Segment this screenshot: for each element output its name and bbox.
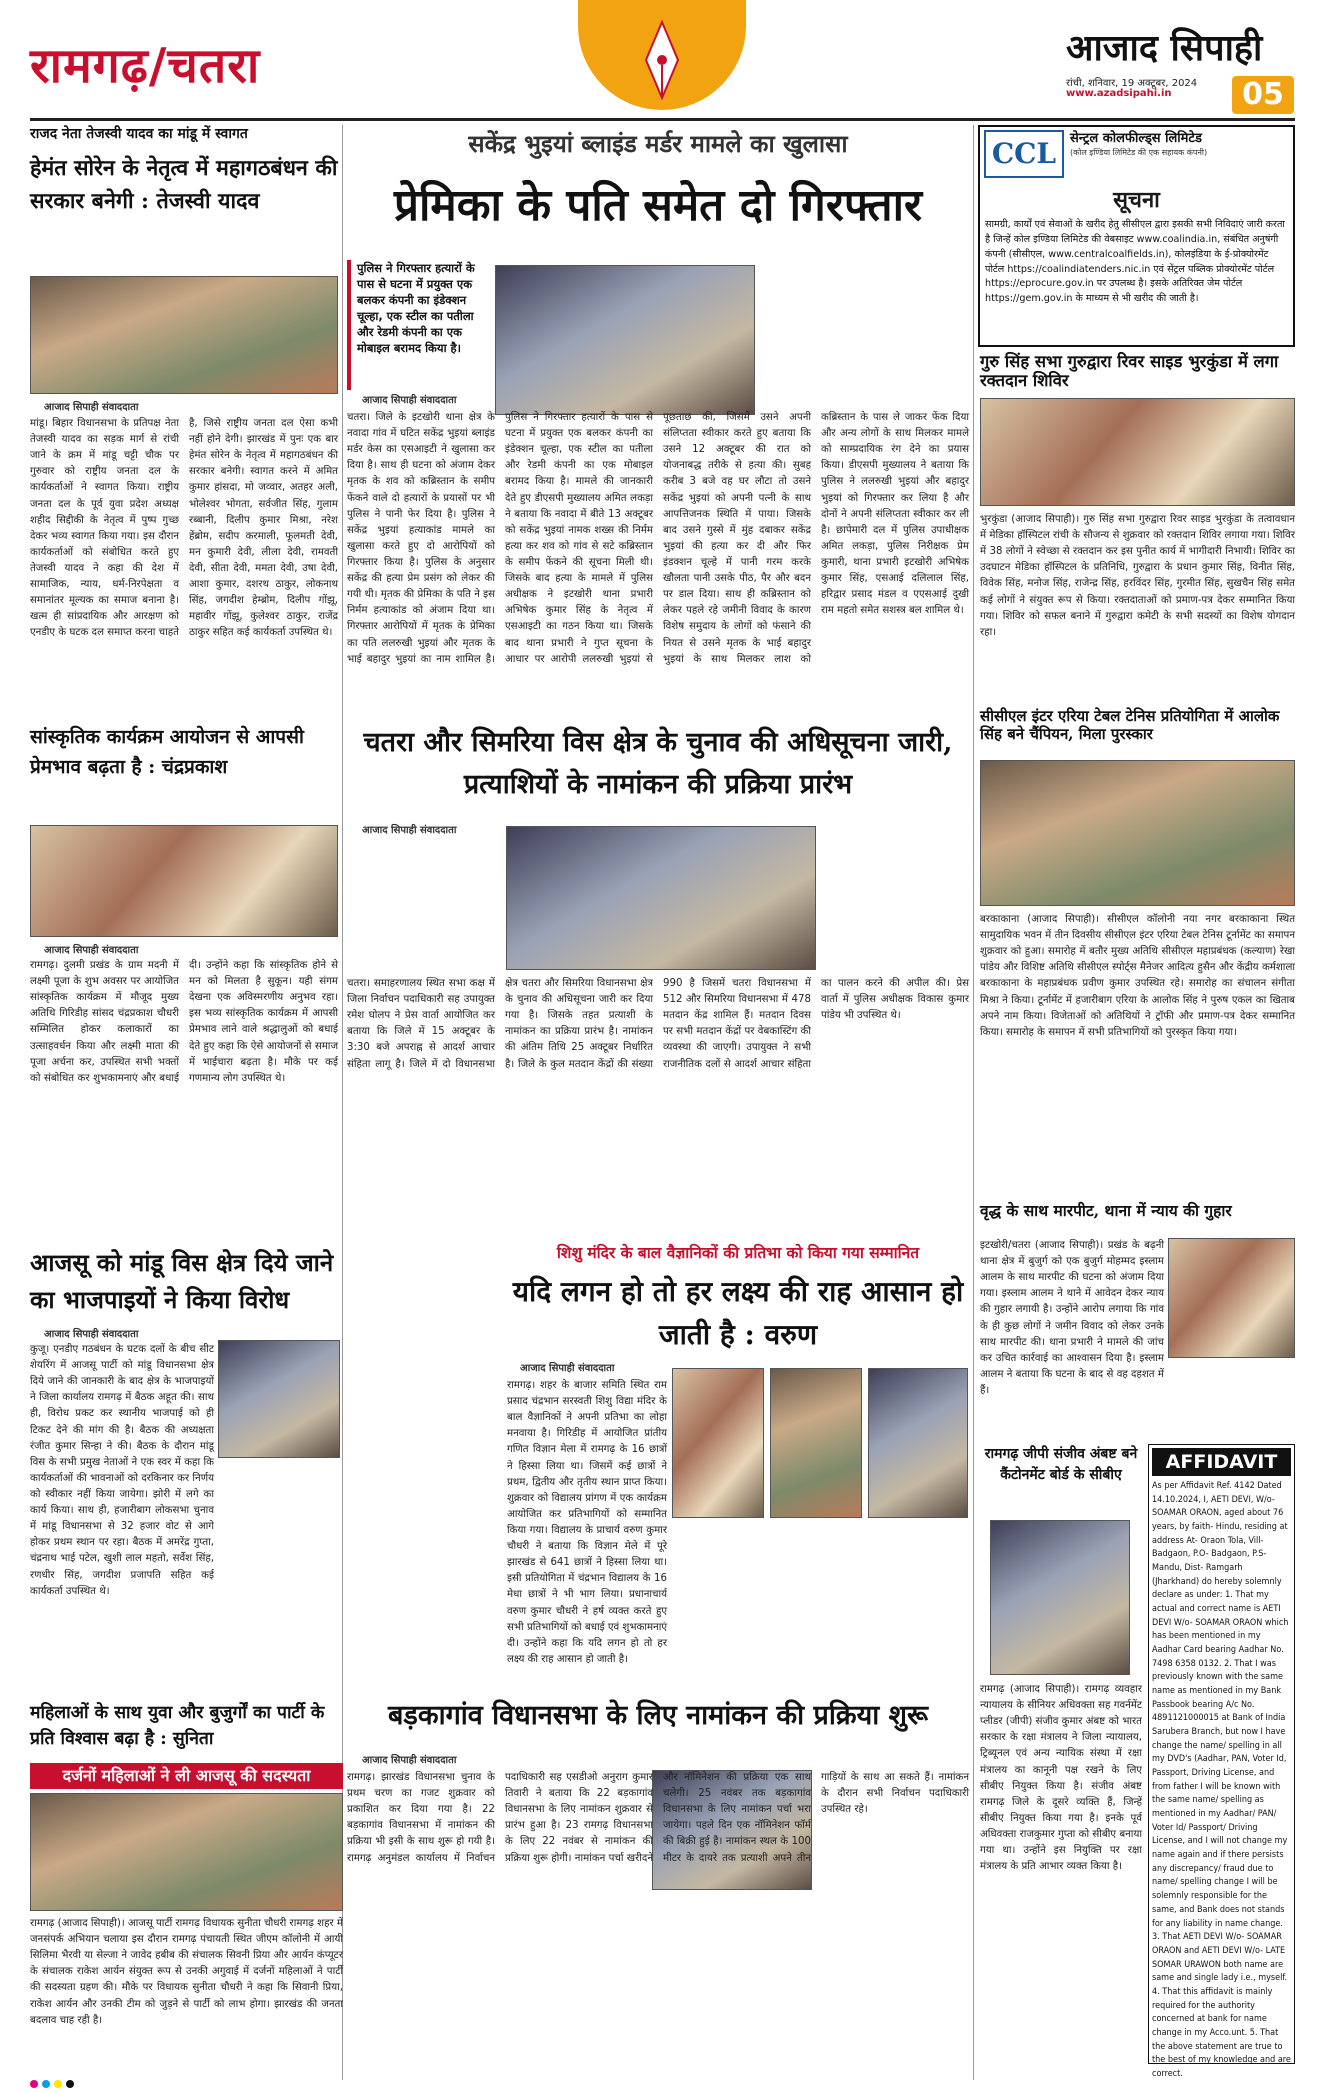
- story4-byline: आजाद सिपाही संवाददाता: [44, 945, 139, 956]
- story4-headline[interactable]: सांस्कृतिक कार्यक्रम आयोजन से आपसी प्रेमभाव बढ़ता है : चंद्रप्रकाश: [30, 726, 304, 779]
- story5-body: चतरा। समाहरणालय स्थित सभा कक्ष में जिला निर्वाचन पदाधिकारी सह उपायुक्त रमेश घोलप ने प्रेस वार्ता आयोजित कर बताया कि जिले में 15 अक्टूबर के 3:30 बजे अपराह्न से आदर्श आचार संहिता लागू है। जिले में दो विधानसभा क्षेत्र चतरा और सिमरिया विधानसभा क्षेत्र के चुनाव की अधिसूचना जारी कर दिया गया है। जिसके तहत प्रत्याशी के नामांकन का प्रक्रिया प्रारंभ है। नामांकन की अंतिम तिथि 25 अक्टूबर निर्धारित है। जिले के कुल मतदान केंद्रों की संख्या 990 है जिसमें चतरा विधानसभा में 512 और सिमरिया विधानसभा में 478 मतदान केंद्र शामिल हैं। मतदान दिवस पर सभी मतदान केंद्रों पर वेबकास्टिंग की व्यवस्था की जाएगी। उपायुक्त ने सभी राजनीतिक दलों से आदर्श आचार संहिता का पालन करने की अपील की। प्रेस वार्ता में पुलिस अधीक्षक विकास कुमार पांडेय भी उपस्थित थे।: [347, 978, 969, 1070]
- story11-body: रामगढ़ (आजाद सिपाही)। आजसू पार्टी रामगढ़ विधायक सुनीता चौधरी रामगढ़ शहर में जनसंपर्क अभियान चलाया इस दौरान रामगढ़ पंचायती स्थित जीएम कॉलोनी में आयी सिलिमा भैरवी या सेल्जा ने जावेद हबीब की संचालक सिवनी प्रिया और आर्यन कंप्यूटर के संचालक राकेश आर्यन संयुक्त रूप से उनकी अगुवाई में दर्जनों महिलाओं ने पार्टी की सदस्यता ग्रहण की। मौके पर विधायक सुनीता चौधरी ने कहा कि सिवानी प्रिया, राकेश आर्यन और उनकी टीम को जुड़ने से पार्टी को लाभ होगा। झारखंड की जनता बदलाव चाह रही है।: [30, 1918, 343, 2026]
- story8-headline[interactable]: सीसीएल इंटर एरिया टेबल टेनिस प्रतियोगिता में आलोक सिंह बने चैंपियन, मिला पुरस्कार: [980, 707, 1280, 743]
- story5-photo: [506, 826, 816, 970]
- story11-photo: [30, 1793, 343, 1911]
- story11-headline[interactable]: महिलाओं के साथ युवा और बुजुर्गों का पार्टी के प्रति विश्वास बढ़ा है : सुनिता: [30, 1703, 325, 1750]
- story9-body: इटखोरी/चतरा (आजाद सिपाही)। प्रखंड के बढ़नी थाना क्षेत्र में बुजुर्ग को एक बुजुर्ग मोहम्मद इस्लाम आलम के साथ मारपीट की घटना को अंजाम दिया गया। इस्लाम आलम ने थाने में आवेदन देकर न्याय की गुहार लगायी है। उन्होंने आरोप लगाया कि गांव के ही कुछ लोगों ने जमीन विवाद को लेकर उनके साथ मारपीट की। थाना प्रभारी ने मामले की जांच कर उचित कार्रवाई का आश्वासन दिया है। इस्लाम आलम ने बताया कि घटना के बाद से वह दहशत में हैं।: [980, 1240, 1164, 1396]
- story5-headline[interactable]: चतरा और सिमरिया विस क्षेत्र के चुनाव की अधिसूचना जारी, प्रत्याशियों के नामांकन की प्रक्रिया प्रारंभ: [363, 727, 953, 800]
- story7-byline: आजाद सिपाही संवाददाता: [520, 1363, 615, 1374]
- story2-photo: [495, 265, 755, 415]
- story6-body: कुजू। एनडीए गठबंधन के घटक दलों के बीच सीट शेयरिंग में आजसू पार्टी को मांडू विधानसभा क्षेत्र दिये जाने की जानकारी के बाद क्षेत्र के भाजपाइयों ने जिला कार्यालय रामगढ़ में बैठक अहूत की। साथ ही, विरोध प्रकट कर स्थानीय भाजपाई को ही टिकट देने की मांग की है। बैठक की अध्यक्षता रंजीत कुमार सिन्हा ने की। बैठक के दौरान मांडू विस के सभी प्रमुख नेताओं ने एक स्वर में कहा कि कार्यकर्ताओं की भावनाओं को दरकिनार कर निर्णय को स्वीकार नहीं किया जायेगा। झोरी में लगे का कार्य किया। साथ ही, हजारीबाग लोकसभा चुनाव में मांडू विधानसभा से 32 हजार वोट से आगे होकर प्रथम स्थान पर रहा। बैठक में अमरेंद्र गुप्ता, चंद्रनाथ भाई पटेल, खुशी लाल महतो, सर्वेश सिंह, रणधीर सिंह, जगदीश प्रजापति सहित कई कार्यकर्ता उपस्थित थे।: [30, 1344, 214, 1597]
- masthead-divider: [30, 118, 1295, 121]
- story6-headline[interactable]: आजसू को मांडू विस क्षेत्र दिये जाने का भाजपाइयों ने किया विरोध: [30, 1248, 334, 1315]
- story1-headline[interactable]: हेमंत सोरेन के नेतृत्व में महागठबंधन की सरकार बनेगी : तेजस्वी यादव: [30, 156, 338, 215]
- pen-nib-icon: [640, 20, 684, 100]
- affidavit-body: As per Affidavit Ref. 4142 Dated 14.10.2024, I, AETI DEVI, W/o- SOAMAR ORAON, aged about 76 years, by faith- Hindu, residing at address At- Oraon Tola, Vill- Badgaon, P.O- Badgaon, P.S- Mandu, Dist- Ramgarh (Jharkhand) do hereby solemnly declare as under: 1. That my actual and correct name is AETI DEVI W/o- SOAMAR ORAON which has been mentioned in my Aadhar Card bearing Aadhar No. 7498 6358 0132. 2. That I was previously known with the same name as mentioned in my Bank Passbook bearing A/c No. 4891121000015 at Bank of India Sarubera Branch, but now I have change the name/ spelling in all my DVD's (Aadhar, PAN, Voter Id, Passport, Driving License, and from father I will be known with the same name/ spelling as mentioned in my Aadhar/ PAN/ Voter Id/ Passport/ Driving License, and I will not change my name again and if there persists any discrepancy/ fraud due to name/ spelling change I will be solemnly responsible for the same, and Bank does not stands for any liability in name change. 3. That AETI DEVI W/o- SOAMAR ORAON and AETI DEVI W/o- LATE SOMAR URAWON both name are same and single lady i.e., myself. 4. That this affidavit is mainly required for the authority concerned at bank for name change in my Acco.unt. 5. That the above statement are true to the best of my knowledge and are correct.: [1152, 1481, 1291, 2079]
- section-title: रामगढ़/चतरा: [30, 38, 261, 94]
- story2-byline: आजाद सिपाही संवाददाता: [362, 395, 457, 406]
- story7-headline[interactable]: यदि लगन हो तो हर लक्ष्य की राह आसान हो जाती है : वरुण: [512, 1275, 964, 1352]
- ccl-logo: CCL: [984, 130, 1064, 178]
- story1-byline: आजाद सिपाही संवाददाता: [44, 402, 139, 413]
- story5-byline: आजाद सिपाही संवाददाता: [362, 825, 457, 836]
- story3-body: भुरकुंडा (आजाद सिपाही)। गुरु सिंह सभा गुरुद्वारा रिवर साइड भुरकुंडा के तत्वावधान में मेडिका हॉस्पिटल रांची के सौजन्य से शुक्रवार को रक्तदान शिविर लगाया गया। शिविर में 38 लोगों ने स्वेच्छा से रक्तदान कर इस पुनीत कार्य में भागीदारी निभायी। शिविर का उदघाटन मेडिका हॉस्पिटल के प्रतिनिधि, गुरुद्वारा के प्रधान कुमार सिंह, विनीत सिंह, विवेक सिंह, मनोज सिंह, राजेन्द्र सिंह, हरविंदर सिंह, गुरमीत सिंह, सुखचैन सिंह समेत कई लोगों ने संयुक्त रूप से किया। रक्तदाताओं को प्रमाण-पत्र देकर सम्मानित किया गया। शिविर को सफल बनाने में गुरुद्वारा कमेटी के सभी सदस्यों का विशेष योगदान रहा।: [980, 514, 1295, 638]
- story7-photo-student3: [868, 1368, 968, 1518]
- story12-byline: आजाद सिपाही संवाददाता: [362, 1755, 457, 1766]
- printer-registration-marks: [30, 2073, 1295, 2081]
- story10-photo: [990, 1520, 1130, 1675]
- story1-kicker: राजद नेता तेजस्वी यादव का मांडू में स्वागत: [30, 126, 248, 142]
- ccl-tagline: (कोल इण्डिया लिमिटेड की एक सहायक कंपनी): [1070, 148, 1208, 157]
- story7-kicker: शिशु मंदिर के बाल वैज्ञानिकों की प्रतिभा को किया गया सम्मानित: [556, 1243, 920, 1262]
- story1-photo: [30, 276, 338, 394]
- story10-body: रामगढ़ (आजाद सिपाही)। रामगढ़ व्यवहार न्यायालय के सीनियर अधिवक्ता सह गवर्नमेंट प्लीडर (जीपी) संजीव कुमार अंबष्ट को भारत सरकार के रक्षा मंत्रालय ने जिला न्यायालय, ट्रिब्यूनल एवं अन्य न्यायिक संस्था में रक्षा मंत्रालय का कानूनी पक्ष रखने के लिए सीबीए नियुक्त किया है। संजीव अंबष्ट रामगढ़ जिले के दूसरे व्यक्ति हैं, जिन्हें सीबीए नियुक्त किया गया है। इनके पूर्व अधिवक्ता राजकुमार गुप्ता को सीबीए बनाया गया था। उन्होंने इस नियुक्ति पर रक्षा मंत्रालय के प्रति आभार व्यक्त किया है।: [980, 1684, 1142, 1873]
- column-divider: [973, 125, 974, 2080]
- ccl-notice-heading: सूचना: [1113, 187, 1160, 213]
- dateline: रांची, शनिवार, 19 अक्टूबर, 2024: [1066, 78, 1198, 89]
- story3-photo: [980, 398, 1295, 506]
- story1-body: मांडू। बिहार विधानसभा के प्रतिपक्ष नेता तेजस्वी यादव का सड़क मार्ग से रांची जाने के क्रम में मांडू चट्टी चौक पर गुरुवार को राष्ट्रीय जनता दल के कार्यकर्ताओं ने स्वागत किया। राष्ट्रीय जनता दल के पूर्व युवा प्रदेश अध्यक्ष शहीद सिद्दीकी के नेतृत्व में पुष्प गुच्छ देकर भव्य स्वागत किया गया। इस दौरान कार्यकर्ताओं को संबोधित करते हुए तेजस्वी यादव ने कहा की देश में सामाजिक, न्याय, धर्म-निरपेक्षता व समानांतर मूल्यक का समाज बनाना है। खत्म ही सांप्रदायिक और आरक्षण को एनडीए के घटक दल समाप्त करना चाहते है, जिसे राष्ट्रीय जनता दल ऐसा कभी नहीं होने देगी। झारखंड में पुनः एक बार हेमंत सोरेन के नेतृत्व में महागठबंधन की सरकार बनेगी। स्वागत करने में अमित कुमार हांसदा, मो जव्वार, अतहर अली, भोलेश्वर भोगता, सर्वजीत सिंह, गुलाम रब्बानी, दिलीप कुमार मिश्रा, नरेश हेंब्रोम, सदीप करमाली, फूलमती देवी, मन कुमारी देवी, लीला देवी, रामवती देवी, सीता देवी, ममता देवी, उषा देवी, आशा कुमार, दशरथ ठाकुर, लोकनाथ सिंह, जगदीश हेम्ब्रोम, दिलीप गोंझू, महावीर गोंझू, कुलेश्वर ठाकुर, राजेंद्र ठाकुर सहित कई कार्यकर्ता उपस्थित थे।: [30, 418, 338, 639]
- page-number: 05: [1232, 76, 1294, 114]
- ccl-notice-body: सामग्री, कार्यों एवं सेवाओं के खरीद हेतु सीसीएल द्वारा इसकी सभी निविदाएं जारी करता है जिन्हें कोल इण्डिया लिमिटेड की वेबसाइट www.coalindia.in, संबंधित अनुषंगी कंपनी (सीसीएल, www.centralcoalfields.in), कोलइंडिया के ई-प्रोक्योरमेंट पोर्टल https://coalindiatenders.nic.in एवं सेंट्रल पब्लिक प्रोक्योरमेंट पोर्टल https://eprocure.gov.in पर उपलब्ध है। इसके अतिरिक्त जेम पोर्टल https://gem.gov.in के माध्यम से भी खरीद की जाती है।: [985, 219, 1285, 305]
- story7-photo-student1: [672, 1368, 764, 1518]
- story8-body: बरकाकाना (आजाद सिपाही)। सीसीएल कॉलोनी नया नगर बरकाकाना स्थित सामुदायिक भवन में तीन दिवसीय सीसीएल इंटर एरिया टेबल टेनिस टूर्नामेंट का समापन शुक्रवार को हुआ। समारोह में बतौर मुख्य अतिथि सीसीएल महाप्रबंधक (कल्याण) रेखा पांडेय और विशिष्ट अतिथि सीसीएल स्पोर्ट्स मैनेजर आदित्य हुसैन और केंद्रीय कर्मशाला बरकाकाना के महाप्रबंधक प्रवीण कुमार उपस्थित रहे। समारोह का संचालन संगीता मिश्रा ने किया। टूर्नामेंट में हजारीबाग एरिया के आलोक सिंह ने पुरुष एकल का खिताब अपने नाम किया। विजेताओं को अतिथियों ने ट्रॉफी और प्रमाण-पत्र देकर सम्मानित किया। समारोह के समापन में सभी प्रतिभागियों को पुरस्कृत किया गया।: [980, 914, 1295, 1038]
- story7-photo-student2: [770, 1368, 862, 1518]
- website-link[interactable]: www.azadsipahi.in: [1066, 88, 1172, 99]
- ccl-org-name: सेन्ट्रल कोलफील्ड्स लिमिटेड: [1070, 131, 1202, 146]
- story12-body: रामगढ़। झारखंड विधानसभा चुनाव के प्रथम चरण का गजट शुक्रवार को प्रकाशित कर दिया गया है। 22 बड़कागांव विधानसभा में नामांकन की प्रक्रिया भी इसी के साथ शुरू हो गयी है। रामगढ़ अनुमंडल कार्यालय में निर्वाचन पदाधिकारी सह एसडीओ अनुराग कुमार तिवारी ने बताया कि 22 बड़कागांव विधानसभा के लिए नामांकन शुक्रवार से प्रारंभ हुआ है। 23 रामगढ़ विधानसभा के लिए 22 नवंबर से नामांकन की प्रक्रिया शुरू होगी। नामांकन पर्चा खरीदने और नॉमिनेशन की प्रक्रिया एक साथ चलेगी। 25 नवंबर तक बड़कागांव विधानसभा के लिए नामांकन पर्चा भरा जायेगा। पहले दिन एक नॉमिनेशन फॉर्म की बिक्री हुई है। नामांकन स्थल के 100 मीटर के दायरे तक प्रत्याशी अपने तीन गाड़ियों के साथ आ सकते हैं। नामांकन के दौरान सभी निर्वाचन पदाधिकारी उपस्थित रहे।: [347, 1772, 969, 1864]
- brand-name: आजाद सिपाही: [1066, 27, 1263, 69]
- story2-headline[interactable]: प्रेमिका के पति समेत दो गिरफ्तार: [393, 180, 923, 231]
- story10-headline[interactable]: रामगढ़ जीपी संजीव अंबष्ट बने कैंटोनमेंट बोर्ड के सीबीए: [984, 1446, 1138, 1483]
- story8-photo: [980, 760, 1295, 906]
- story2-kicker: सकेंद्र भुइयां ब्लाइंड मर्डर मामले का खुलासा: [468, 129, 848, 158]
- story11-banner: दर्जनों महिलाओं ने ली आजसू की सदस्यता: [30, 1763, 343, 1789]
- story2-pull-quote: पुलिस ने गिरफ्तार हत्यारों के पास से घटना में प्रयुक्त एक बलकर कंपनी का इंडेक्शन चूल्हा, एक स्टील का पतीला और रेडमी कंपनी का एक मोबाइल बरामद किया है।: [347, 260, 487, 390]
- story12-headline[interactable]: बड़कागांव विधानसभा के लिए नामांकन की प्रक्रिया शुरू: [387, 1700, 929, 1731]
- story7-body: रामगढ़। शहर के बाजार समिति स्थित राम प्रसाद चंद्रभान सरस्वती शिशु विद्या मंदिर के बाल वैज्ञानिकों ने अपनी प्रतिभा का लोहा मनवाया है। गिरिडीह में आयोजित प्रांतीय गणित विज्ञान मेला में रामगढ़ के 16 छात्रों ने हिस्सा लिया था। जिसमें कई छात्रों ने प्रथम, द्वितीय और तृतीय स्थान प्राप्त किया। शुक्रवार को विद्यालय प्रांगण में एक कार्यक्रम आयोजित कर प्रतिभागियों को सम्मानित किया गया। विद्यालय के प्राचार्य वरुण कुमार चौधरी ने बताया कि विज्ञान मेले में पूरे झारखंड से 641 छात्रों ने हिस्सा लिया था। इसी प्रतियोगिता में चंद्रभान विद्यालय के 16 मेधा छात्रों ने भी भाग लिया। प्रधानाचार्य वरुण कुमार चौधरी ने हर्ष व्यक्त करते हुए सभी प्रतिभागियों को बधाई एवं शुभकामनाएं दी। उन्होंने कहा कि यदि लगन हो तो हर लक्ष्य की राह आसान हो जाती है।: [507, 1380, 667, 1665]
- story3-headline[interactable]: गुरु सिंह सभा गुरुद्वारा रिवर साइड भुरकुंडा में लगा रक्तदान शिविर: [980, 352, 1279, 391]
- story6-photo: [218, 1340, 340, 1458]
- story4-body: रामगढ़। दुलमी प्रखंड के ग्राम मदनी में लक्ष्मी पूजा के शुभ अवसर पर आयोजित सांस्कृतिक कार्यक्रम में मौजूद मुख्य अतिथि गिरिडीह सांसद चंद्रप्रकाश चौधरी सम्मिलित होकर कलाकारों का उत्साहवर्धन किया और लक्ष्मी माता की पूजा अर्चना कर, उपस्थित सभी भक्तों को संबोधित कर शुभकामनाएं और बधाई दी। उन्होंने कहा कि सांस्कृतिक होने से मन को मिलता है सुकून। यही संगम देखना एक अविस्मरणीय अनुभव रहा। इस भव्य सांस्कृतिक कार्यक्रम में आपसी प्रेमभाव लाने वाले श्रद्धालुओं को बधाई देते हुए कहा कि ऐसे आयोजनों से समाज में भाईचारा बढ़ता है। मौके पर कई गणमान्य लोग उपस्थित थे।: [30, 960, 338, 1084]
- story4-photo: [30, 825, 338, 937]
- story2-body: चतरा। जिले के इटखोरी थाना क्षेत्र के नवादा गांव में घटित सकेंद्र भुइयां ब्लाइंड मर्डर केस का एसआइटी ने खुलासा कर दिया है। साथ ही घटना को अंजाम देकर मृतक के शव को कब्रिस्तान के समीप फेंकने वाले दो हत्यारों के प्रयासों पर भी पुलिस ने पानी फेर दिया है। पुलिस ने सकेंद्र भुइयां हत्याकांड मामले का खुलासा करते हुए दो आरोपियों को गिरफ्तार किया है। पुलिस के अनुसार सकेंद्र की हत्या प्रेम प्रसंग को लेकर की गयी थी। मृतक की प्रेमिका के पति ने इस निर्मम हत्याकांड को अंजाम दिया था। गिरफ्तार आरोपियों में मृतक के प्रेमिका का पति ललरुखी भुइयां और मृतक के भाई बहादुर भुइयां का नाम शामिल है। पुलिस ने गिरफ्तार हत्यारों के पास से घटना में प्रयुक्त एक बलकर कंपनी का इंडेक्शन चूल्हा, एक स्टील का पतीला और रेडमी कंपनी का एक मोबाइल बरामद किया है। मामले की जानकारी देते हुए डीएसपी मुख्यालय अमित लकड़ा ने बताया कि नवादा में बीते 13 अक्टूबर को सकेंद्र भुइयां नामक शख्स की निर्मम हत्या कर शव को गांव से सटे कब्रिस्तान के समीप फेंकने की सूचना मिली थी। जिसके बाद हत्या के मामले में पुलिस अधीक्षक ने इटखोरी थाना प्रभारी अभिषेक कुमार सिंह के नेतृत्व में एसआइटी का गठन किया था। जिसके बाद थाना प्रभारी ने गुप्त सूचना के आधार पर आरोपी ललरुखी भुइयां से पूछताछ की, जिसमें उसने अपनी संलिप्तता स्वीकार करते हुए बताया कि उसने 12 अक्टूबर की रात को योजनाबद्ध तरीके से हत्या की। सुबह करीब 3 बजे वह घर लौटा तो उसने सकेंद्र भुइयां को अपनी पत्नी के साथ आपत्तिजनक स्थिति में पाया। जिसके बाद उसने गुस्से में मुंह दबाकर सकेंद्र भुइयां की हत्या कर दी और फिर इंडक्शन चूल्हे में पानी गरम करके खौलता पानी उसके पीठ, पैर और बदन पर डाल दिया। साथ ही कब्रिस्तान को लेकर पहले रहे जमीनी विवाद के कारण विशेष समुदाय के लोगों को फंसाने की नियत से उसने मृतक के भाई बहादुर भुइयां के साथ मिलकर लाश को कब्रिस्तान के पास ले जाकर फेंक दिया और अन्य लोगों के साथ मिलकर मामले को साम्प्रदायिक रंग देने का प्रयास किया। डीएसपी मुख्यालय ने बताया कि पुलिस ने ललरुखी भुइयां और बहादुर भुइयां को गिरफ्तार कर लिया है और दोनों ने अपनी संलिप्तता स्वीकार कर ली है। छापेमारी दल में पुलिस उपाधीक्षक अमित लकड़ा, पुलिस निरीक्षक प्रेम कुमारी, थाना प्रभारी इटखोरी अभिषेक कुमार सिंह, एसआई दलिलाल सिंह, हरिद्वार प्रसाद मंडल व एएसआई दुखी राम महतो समेत सशस्त्र बल शामिल थे।: [347, 412, 969, 665]
- affidavit-title: AFFIDAVIT: [1152, 1448, 1291, 1476]
- story9-headline[interactable]: वृद्ध के साथ मारपीट, थाना में न्याय की गुहार: [980, 1201, 1232, 1220]
- story9-photo: [1168, 1238, 1295, 1358]
- story6-byline: आजाद सिपाही संवाददाता: [44, 1329, 139, 1340]
